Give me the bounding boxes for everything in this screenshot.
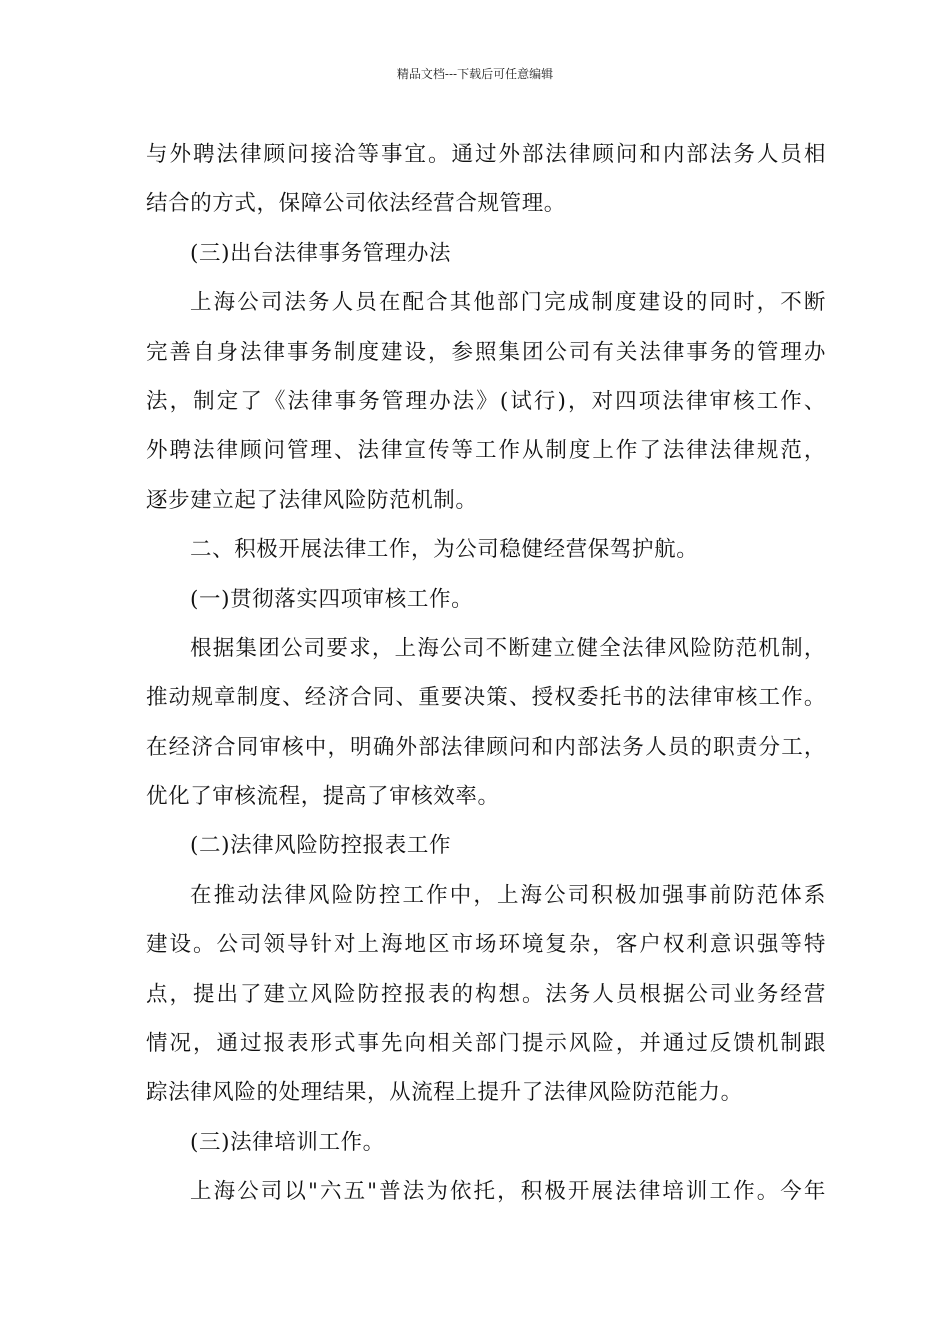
document-body [146,130,826,1217]
paragraph-line: 逐步建立起了法律风险防范机制。 [146,487,478,513]
paragraph-line: 法，制定了《法律事务管理办法》(试行)，对四项法律审核工作、 [146,388,826,414]
paragraph-line: 结合的方式，保障公司依法经营合规管理。 [146,191,566,217]
section-heading: 二、积极开展法律工作，为公司稳健经营保驾护航。 [190,537,699,563]
section-heading: (二)法律风险防控报表工作 [190,833,452,859]
paragraph-line: 建设。公司领导针对上海地区市场环境复杂，客户权利意识强等特 [146,932,826,958]
paragraph-line: 优化了审核流程，提高了审核效率。 [146,784,500,810]
paragraph-line: 推动规章制度、经济合同、重要决策、授权委托书的法律审核工作。 [146,685,826,711]
paragraph-line: 在经济合同审核中，明确外部法律顾问和内部法务人员的职责分工， [146,734,826,760]
paragraph-line: 完善自身法律事务制度建设，参照集团公司有关法律事务的管理办 [146,339,826,365]
paragraph-line: 根据集团公司要求，上海公司不断建立健全法律风险防范机制， [190,635,826,661]
paragraph-line: 上海公司以"六五"普法为依托，积极开展法律培训工作。今年 [190,1179,826,1205]
section-heading: (三)法律培训工作。 [190,1129,385,1155]
paragraph-line: 踪法律风险的处理结果，从流程上提升了法律风险防范能力。 [146,1080,743,1106]
section-heading: (一)贯彻落实四项审核工作。 [190,586,474,612]
paragraph-line: 点，提出了建立风险防控报表的构想。法务人员根据公司业务经营 [146,981,826,1007]
paragraph-line: 上海公司法务人员在配合其他部门完成制度建设的同时，不断 [190,290,826,316]
paragraph-line: 情况，通过报表形式事先向相关部门提示风险，并通过反馈机制跟 [146,1031,826,1057]
section-heading: (三)出台法律事务管理办法 [190,240,452,266]
page-header: 精品文档---下载后可任意编辑 [396,67,554,81]
paragraph-line: 与外聘法律顾问接洽等事宜。通过外部法律顾问和内部法务人员相 [146,142,826,167]
paragraph-line: 外聘法律顾问管理、法律宣传等工作从制度上作了法律法律规范， [146,438,826,464]
paragraph-line: 在推动法律风险防控工作中，上海公司积极加强事前防范体系 [190,882,826,908]
